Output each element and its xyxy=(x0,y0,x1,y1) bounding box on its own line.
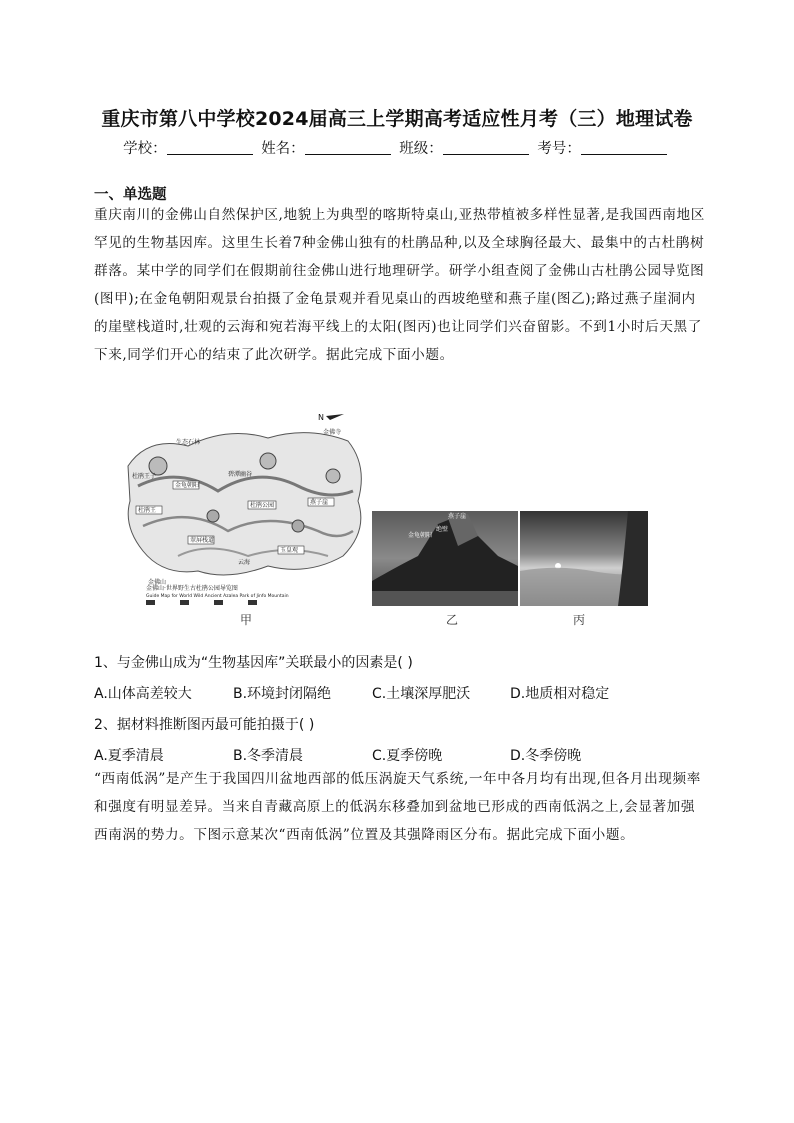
map-label: 生态石林 xyxy=(176,439,201,446)
exam-title: 重庆市第八中学校2024届高三上学期高考适应性月考（三）地理试卷 xyxy=(101,108,693,130)
question-1-stem: 1、与金佛山成为“生物基因库”关联最小的因素是( ) xyxy=(94,655,413,671)
exam-number-blank[interactable] xyxy=(581,140,667,155)
map-label: 燕子崖 xyxy=(310,499,329,506)
caption-yi: 乙 xyxy=(446,613,459,627)
student-info-line xyxy=(0,137,794,158)
photo-label: 燕子崖 xyxy=(448,513,467,520)
name-label: 姓名： xyxy=(261,141,305,157)
name-blank[interactable] xyxy=(305,140,391,155)
question-1-option-c[interactable]: C.土壤深厚肥沃 xyxy=(372,686,471,702)
question-1-option-a[interactable]: A.山体高差较大 xyxy=(94,686,192,702)
photo-label: 金龟朝阳 xyxy=(408,532,433,539)
map-label: 金佛寺 xyxy=(323,429,342,436)
photo-yi xyxy=(372,511,518,627)
question-2-option-a[interactable]: A.夏季清晨 xyxy=(94,748,164,764)
map-label: 翠屏栈道 xyxy=(190,537,215,544)
caption-jia: 甲 xyxy=(240,613,253,627)
map-label: 玉皇观 xyxy=(280,547,299,554)
photo-bing xyxy=(520,511,648,627)
map-label: 杜鹃公园 xyxy=(250,502,275,509)
map-label: 云海 xyxy=(238,559,251,566)
map-label: 碧潭幽谷 xyxy=(228,471,253,478)
map-label: 杜鹃王子 xyxy=(132,473,157,480)
section-heading: 一、单选题 xyxy=(94,187,167,203)
question-1-option-b[interactable]: B.环境封闭隔绝 xyxy=(233,686,332,702)
question-1-option-d[interactable]: D.地质相对稳定 xyxy=(510,686,610,702)
school-blank[interactable] xyxy=(167,140,253,155)
caption-bing: 丙 xyxy=(573,613,586,627)
question-2-stem: 2、据材料推断图丙最可能拍摄于( ) xyxy=(94,717,315,733)
question-2-option-b[interactable]: B.冬季清晨 xyxy=(233,748,304,764)
guide-map xyxy=(118,406,368,627)
map-title-en: Guide Map for World Wild Ancient Azalea Park of Jinfo Mountain xyxy=(146,594,289,599)
question-2-option-d[interactable]: D.冬季傍晚 xyxy=(510,748,582,764)
passage-southwest-vortex: “西南低涡”是产生于我国四川盆地西部的低压涡旋天气系统,一年中各月均有出现,但各月出现频率和强度有明显差异。当来自青藏高原上的低涡东移叠加到盆地已形成的西南低涡之上,会显著加强西南涡的势力。下图示意某次“西南低涡”位置及其强降雨区分布。据此完成下面小题。 xyxy=(94,771,701,843)
figure-jinfo-mountain xyxy=(118,406,648,638)
map-label: 金佛山 xyxy=(148,579,167,586)
map-label: 杜鹃王 xyxy=(138,507,157,514)
map-label: 金龟朝阳 xyxy=(175,482,200,489)
school-label: 学校： xyxy=(123,141,167,157)
passage-jinfo-mountain: 重庆南川的金佛山自然保护区,地貌上为典型的喀斯特桌山,亚热带植被多样性显著,是我国西南地区罕见的生物基因库。这里生长着7种金佛山独有的杜鹃品种,以及全球胸径最大、最集中的古杜鹃树群落。某中学的同学们在假期前往金佛山进行地理研学。研学小组查阅了金佛山古杜鹃公园导览图(图甲);在金龟朝阳观景台拍摄了金龟景观并看见桌山的西坡绝壁和燕子崖(图乙);路过燕子崖洞内的崖壁栈道时,壮观的云海和宛若海平线上的太阳(图丙)也让同学们兴奋留影。不到1小时后天黑了下来,同学们开心的结束了此次研学。据此完成下面小题。 xyxy=(94,207,705,363)
question-2-option-c[interactable]: C.夏季傍晚 xyxy=(372,748,443,764)
class-label: 班级： xyxy=(399,141,443,157)
exam-number-label: 考号： xyxy=(537,141,581,157)
photo-label: 绝壁 xyxy=(436,526,449,533)
class-blank[interactable] xyxy=(443,140,529,155)
compass-label: N xyxy=(318,413,324,422)
map-title: 金佛山·世界野生古杜鹃公园导览图 xyxy=(146,585,238,592)
